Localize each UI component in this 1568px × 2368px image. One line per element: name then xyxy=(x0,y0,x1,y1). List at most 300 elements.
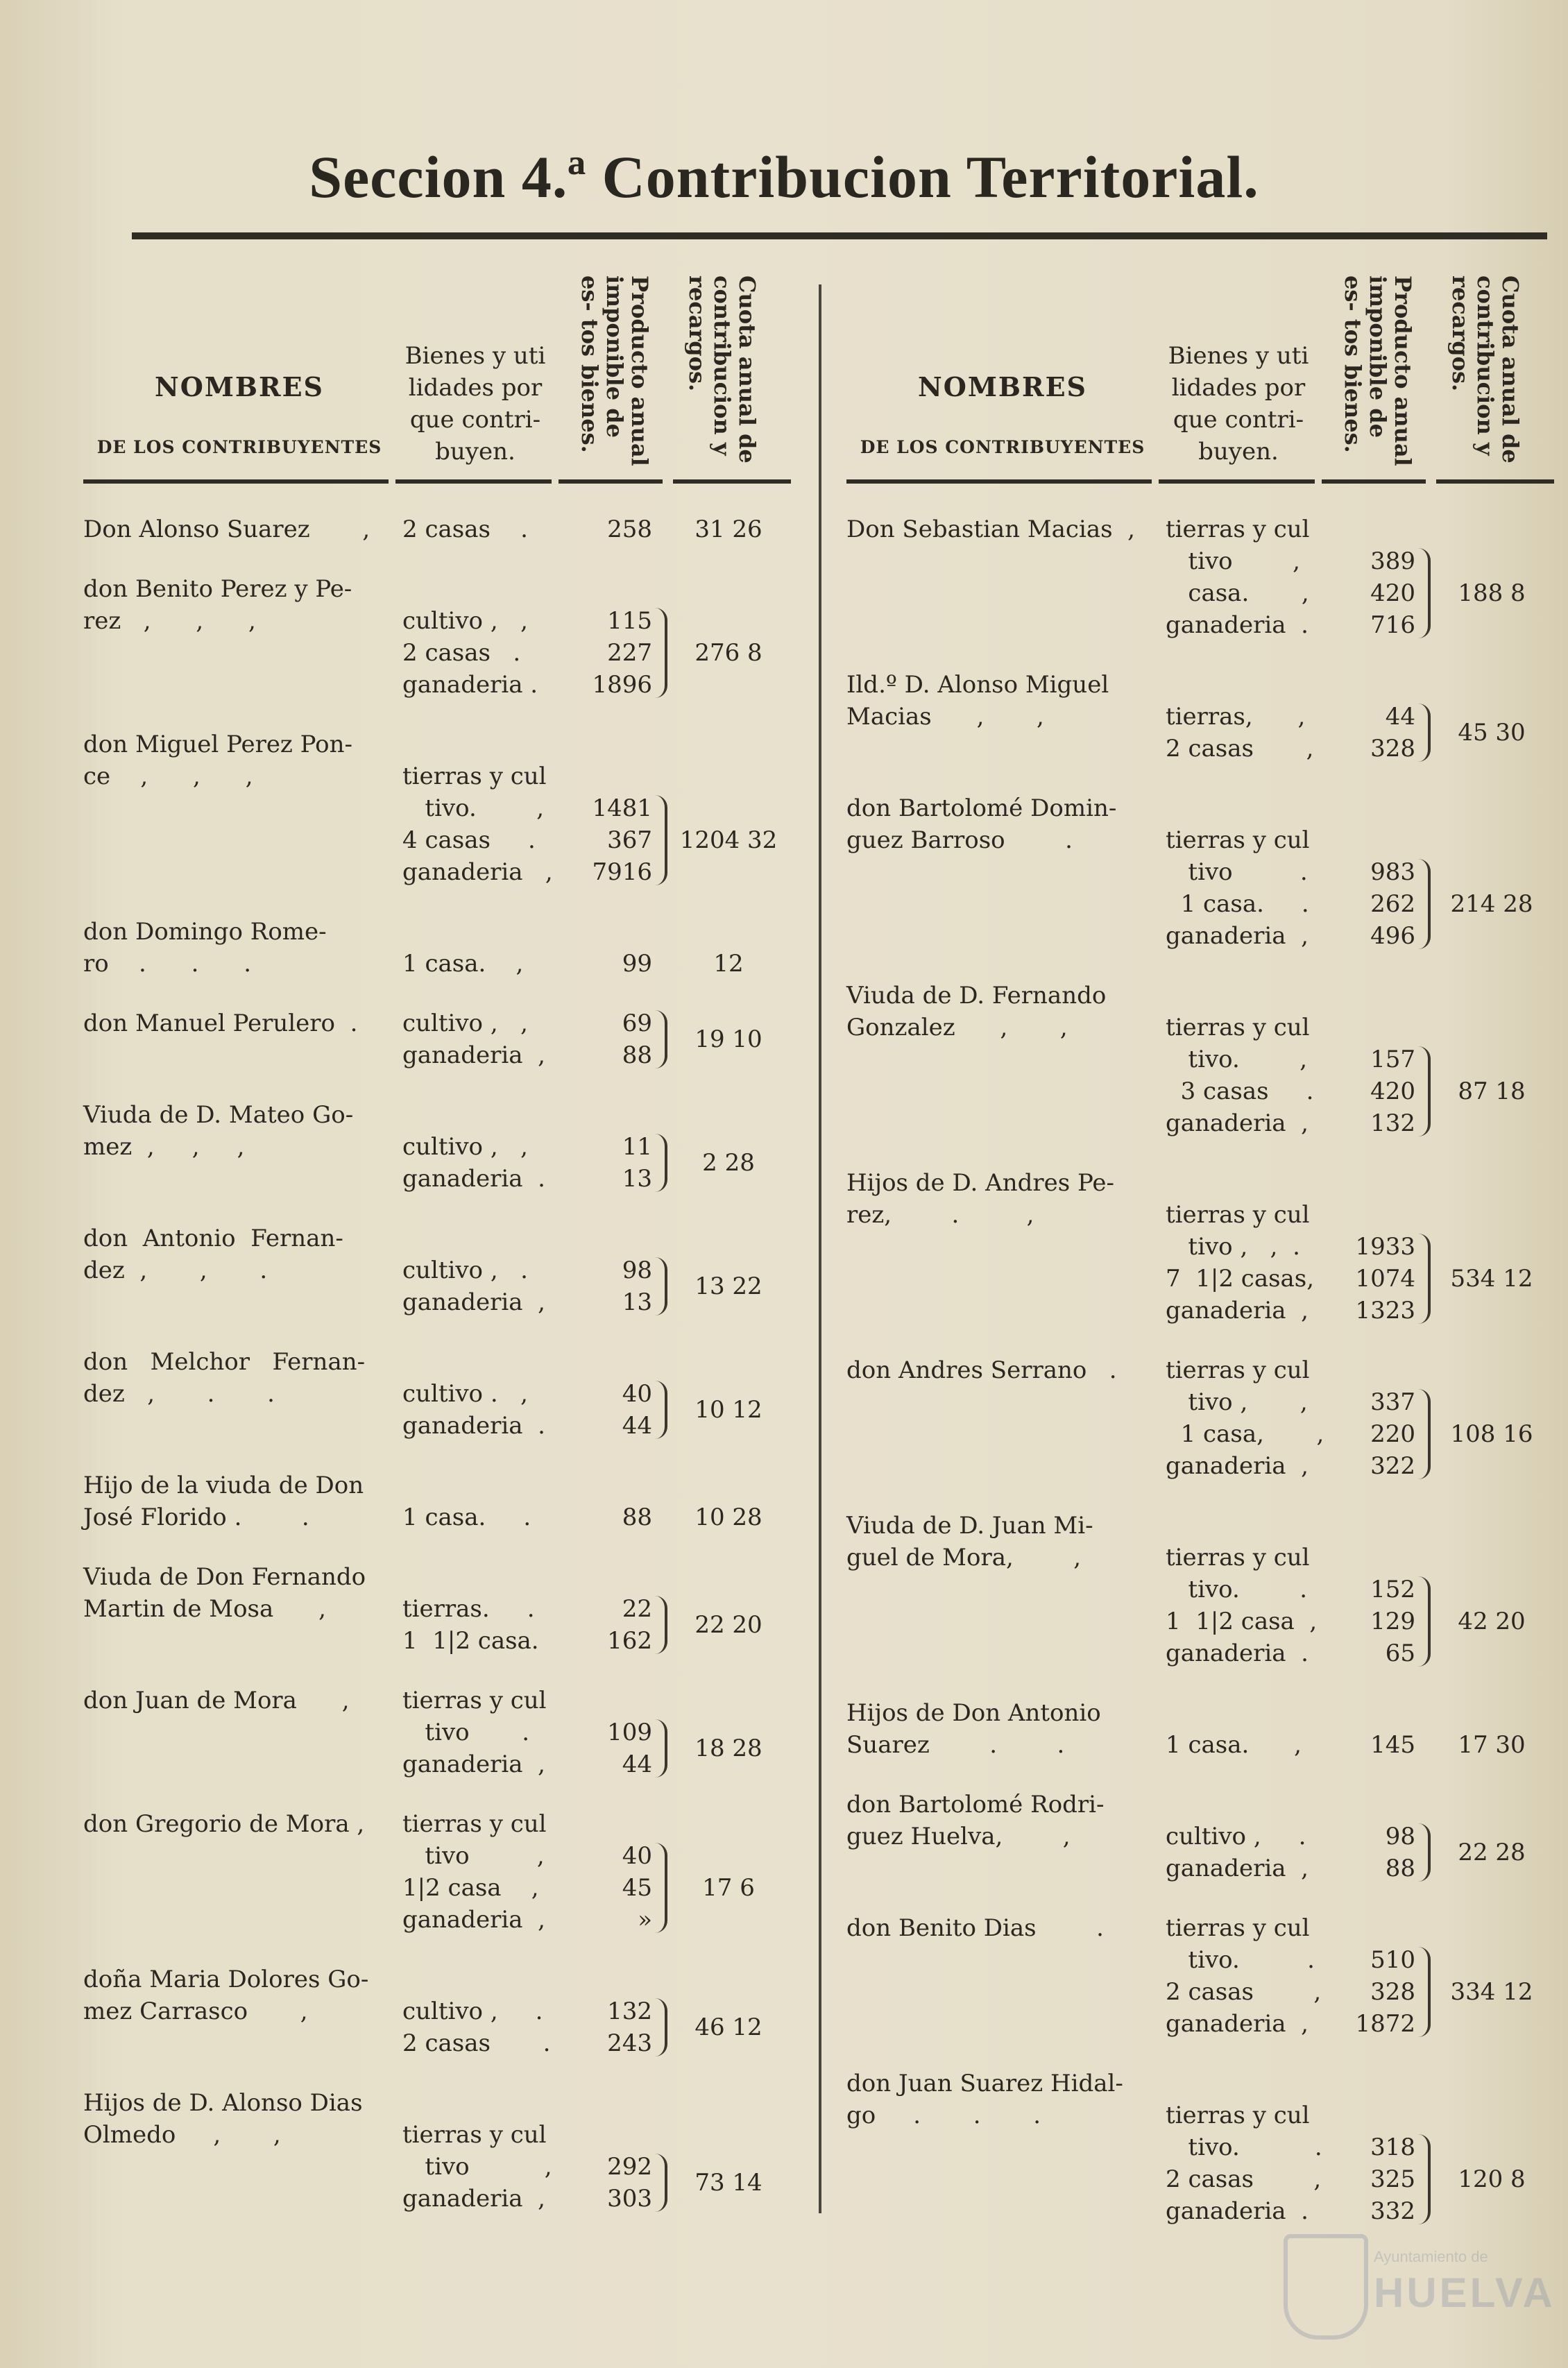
annual-product-values-line xyxy=(1325,1012,1415,1044)
contributor-name-line: doña Maria Dolores Go- xyxy=(83,1966,369,1993)
contributor-name xyxy=(83,1561,389,1625)
property-items xyxy=(402,1223,555,1318)
annual-quota: 19 10 xyxy=(694,1025,762,1053)
property-items-line xyxy=(1166,669,1318,701)
annual-product-values-line: 1872 xyxy=(1355,2010,1415,2038)
property-items-line: tierras y cul xyxy=(1166,1014,1310,1041)
annual-product-values xyxy=(1325,1354,1415,1482)
contributor-name-line: mez , , , xyxy=(83,1133,245,1161)
contributor-name xyxy=(83,1099,389,1163)
annual-quota: 10 28 xyxy=(694,1504,762,1531)
annual-product-values-line xyxy=(562,573,652,605)
property-items-line: ganaderia , xyxy=(1166,922,1309,950)
contributor-name xyxy=(846,1912,1152,1944)
property-items-line xyxy=(1166,1510,1318,1542)
property-items-line: cultivo , . xyxy=(1166,1823,1306,1850)
property-items-line: ganaderia . xyxy=(1166,1639,1309,1667)
property-items-line xyxy=(402,1223,555,1254)
contributor-entry xyxy=(83,1470,805,1533)
header-bienes: Bienes y uti lidades por que contri- buyen. xyxy=(1168,342,1309,466)
grouping-brace xyxy=(1417,1823,1431,1882)
contributor-name-line: Olmedo , , xyxy=(83,2121,281,2149)
property-items-line: 1 casa. , xyxy=(1166,1731,1302,1759)
property-items-line: ganaderia . xyxy=(402,671,538,699)
property-items-line: ganaderia , xyxy=(402,2185,545,2213)
annual-quota: 87 18 xyxy=(1458,1077,1526,1105)
annual-quota: 13 22 xyxy=(694,1272,762,1300)
annual-product-values-line: 983 xyxy=(1370,858,1415,886)
property-items-line: tierras, , xyxy=(1166,703,1306,731)
contributor-name xyxy=(83,1808,389,1840)
annual-product-values xyxy=(562,1808,652,1936)
annual-product-values-line: 420 xyxy=(1370,579,1415,607)
contributor-name-line: Viuda de Don Fernando xyxy=(83,1563,366,1591)
annual-product-values-line xyxy=(562,1561,652,1593)
annual-product-values-line xyxy=(562,1346,652,1378)
annual-product-values-line xyxy=(562,2087,652,2119)
property-items-line xyxy=(1166,2068,1318,2099)
property-items-line: tierras y cul xyxy=(1166,1356,1310,1384)
property-items xyxy=(402,1346,555,1442)
property-items-line: 1|2 casa , xyxy=(402,1874,539,1902)
grouping-brace xyxy=(1417,1947,1431,2037)
annual-product-values-line xyxy=(1325,792,1415,824)
annual-product-values-line: 44 xyxy=(1385,703,1415,731)
title-rule xyxy=(132,232,1547,239)
annual-product-values xyxy=(562,729,652,888)
property-items-line: tierras y cul xyxy=(1166,2102,1310,2129)
contributor-name xyxy=(846,792,1152,856)
annual-product-values xyxy=(1325,1510,1415,1669)
property-items xyxy=(1166,1167,1318,1327)
property-items xyxy=(1166,792,1318,952)
grouping-brace xyxy=(654,1596,667,1654)
property-items xyxy=(402,2087,555,2215)
property-items xyxy=(1166,980,1318,1139)
contributor-name-line: Ild.º D. Alonso Miguel xyxy=(846,671,1109,699)
annual-product-values-line: 328 xyxy=(1370,735,1415,763)
annual-product-values-line: 1074 xyxy=(1355,1265,1415,1293)
contributor-name-line: dez , . . xyxy=(83,1380,275,1408)
annual-product-values xyxy=(1325,1697,1415,1761)
annual-quota: 42 20 xyxy=(1458,1608,1526,1635)
archive-watermark xyxy=(1270,2227,1556,2345)
contributor-entry xyxy=(846,513,1561,641)
contributor-entry xyxy=(83,916,805,980)
property-items xyxy=(1166,1354,1324,1482)
contributor-entry xyxy=(846,1510,1561,1669)
contributor-name-line: don Gregorio de Mora , xyxy=(83,1810,365,1838)
header-rule xyxy=(1436,479,1554,484)
contributor-name-line: Hijo de la viuda de Don xyxy=(83,1472,364,1499)
contributor-name-line: don Miguel Perez Pon- xyxy=(83,731,353,758)
right-column xyxy=(846,267,1561,2245)
grouping-brace xyxy=(1417,1046,1431,1136)
property-items-line: cultivo . , xyxy=(402,1380,528,1408)
property-items-line xyxy=(1166,980,1318,1012)
property-items xyxy=(402,1007,555,1071)
property-items-line: ganaderia , xyxy=(1166,1452,1309,1480)
property-items-line: ganaderia , xyxy=(402,1751,545,1778)
contributor-name-line: Don Alonso Suarez , xyxy=(83,516,370,543)
watermark-line-2: HUELVA xyxy=(1374,2269,1556,2316)
property-items-line: tivo. . xyxy=(1166,1946,1315,1974)
annual-product-values-line xyxy=(562,1470,652,1501)
annual-product-values-line: 13 xyxy=(622,1165,652,1193)
annual-product-values-line: 98 xyxy=(1385,1823,1415,1850)
contributor-name xyxy=(83,513,389,545)
annual-quota: 276 8 xyxy=(694,639,762,667)
annual-product-values-line xyxy=(1325,824,1415,856)
annual-product-values xyxy=(562,1685,652,1780)
grouping-brace xyxy=(1417,1389,1431,1479)
annual-product-values-line: 162 xyxy=(607,1627,652,1655)
annual-product-values-line xyxy=(1325,669,1415,701)
right-column-header xyxy=(846,267,1561,489)
property-items-line xyxy=(1166,792,1318,824)
property-items xyxy=(402,1685,555,1780)
annual-product-values-line: 145 xyxy=(1370,1731,1415,1759)
annual-product-values-line: 325 xyxy=(1370,2165,1415,2193)
property-items-line: ganaderia , xyxy=(402,1041,545,1069)
header-cuota: Cuota anual de contribucion y recargos. xyxy=(1447,275,1524,463)
contributor-entry xyxy=(83,1007,805,1071)
property-items-line: 3 casas . xyxy=(1166,1077,1314,1105)
annual-product-values-line xyxy=(562,2119,652,2151)
contributor-name-line: don Antonio Fernan- xyxy=(83,1225,343,1252)
property-items-line: tierras y cul xyxy=(1166,826,1310,854)
contributor-name xyxy=(846,1510,1152,1574)
contributor-entry xyxy=(846,2068,1561,2227)
contributor-name-line: ro . . . xyxy=(83,950,252,978)
contributor-name-line: Gonzalez , , xyxy=(846,1014,1068,1041)
contributor-entry xyxy=(846,1697,1561,1761)
property-items-line: 2 casas . xyxy=(402,516,528,543)
annual-product-values-line: 65 xyxy=(1385,1639,1415,1667)
contributor-name-line: Hijos de D. Andres Pe- xyxy=(846,1169,1114,1197)
annual-product-values-line: 220 xyxy=(1370,1420,1415,1448)
contributor-entry xyxy=(846,669,1561,765)
property-items-line: 1 casa. . xyxy=(402,1504,531,1531)
grouping-brace xyxy=(1417,2134,1431,2224)
contributor-entry xyxy=(83,1346,805,1442)
annual-quota: 46 12 xyxy=(694,2013,762,2041)
annual-quota: 1204 32 xyxy=(679,826,778,854)
contributor-name xyxy=(846,2068,1152,2131)
annual-product-values xyxy=(562,1223,652,1318)
annual-product-values-line xyxy=(1325,1199,1415,1231)
grouping-brace xyxy=(654,1719,667,1778)
property-items-line: cultivo , , xyxy=(402,1010,528,1037)
contributor-name xyxy=(83,1470,389,1533)
annual-product-values-line: 88 xyxy=(622,1041,652,1069)
property-items-line xyxy=(402,1470,555,1501)
contributor-name xyxy=(83,1346,389,1410)
annual-quota: 18 28 xyxy=(694,1735,762,1762)
property-items-line: 7 1|2 casas, xyxy=(1166,1265,1315,1293)
column-divider xyxy=(819,284,821,2213)
property-items-line: 2 casas . xyxy=(402,2029,551,2057)
left-column xyxy=(83,267,805,2245)
annual-product-values-line: 337 xyxy=(1370,1388,1415,1416)
grouping-brace xyxy=(654,1381,667,1439)
annual-product-values-line: 389 xyxy=(1370,547,1415,575)
annual-product-values-line: 332 xyxy=(1370,2197,1415,2225)
property-items xyxy=(402,1470,555,1533)
header-rule xyxy=(395,479,552,484)
property-items xyxy=(402,513,555,545)
contributor-name-line: dez , , . xyxy=(83,1257,268,1284)
annual-product-values-line: » xyxy=(638,1906,652,1934)
annual-product-values xyxy=(1325,669,1415,765)
contributor-entry xyxy=(83,1561,805,1657)
annual-quota: 12 xyxy=(713,950,744,978)
contributor-name xyxy=(83,1007,389,1039)
contributor-name xyxy=(83,2087,389,2151)
contributor-name-line: don Domingo Rome- xyxy=(83,918,327,946)
header-rule xyxy=(83,479,389,484)
property-items-line: tierras y cul xyxy=(1166,1201,1310,1229)
annual-quota: 22 28 xyxy=(1458,1839,1526,1866)
property-items-line: tierras y cul xyxy=(1166,516,1310,543)
annual-quota: 108 16 xyxy=(1450,1420,1533,1448)
property-items-line: tierras y cul xyxy=(402,763,547,790)
annual-product-values-line xyxy=(1325,1789,1415,1821)
annual-product-values-line: 716 xyxy=(1370,611,1415,639)
contributor-name-line: Macias , , xyxy=(846,703,1044,731)
grouping-brace xyxy=(1417,1576,1431,1667)
annual-quota: 10 12 xyxy=(694,1396,762,1424)
contributor-name xyxy=(83,573,389,637)
contributor-entry xyxy=(846,1789,1561,1884)
annual-product-values-line: 88 xyxy=(622,1504,652,1531)
contributor-entry xyxy=(83,1099,805,1195)
grouping-brace xyxy=(654,795,667,885)
property-items-line xyxy=(1166,1697,1318,1729)
annual-quota: 17 30 xyxy=(1458,1731,1526,1759)
contributor-name-line: guel de Mora, , xyxy=(846,1544,1082,1571)
annual-product-values-line: 44 xyxy=(622,1751,652,1778)
annual-product-values xyxy=(562,1007,652,1071)
contributor-entry xyxy=(83,1964,805,2059)
contributor-name xyxy=(846,1167,1152,1231)
property-items xyxy=(402,729,555,888)
property-items xyxy=(1166,669,1318,765)
grouping-brace xyxy=(1417,704,1431,762)
property-items xyxy=(1166,1912,1322,2040)
property-items-line xyxy=(1166,1167,1318,1199)
property-items-line: 1 casa, , xyxy=(1166,1420,1324,1448)
contributor-name-line: Suarez . . xyxy=(846,1731,1065,1759)
property-items-line xyxy=(402,1964,555,1995)
property-items-line: tivo . xyxy=(402,1719,530,1746)
property-items-line: tivo. . xyxy=(1166,1576,1308,1603)
contributor-name-line: Viuda de D. Juan Mi- xyxy=(846,1512,1093,1540)
contributor-name-line: rez, . , xyxy=(846,1201,1034,1229)
property-items-line: tierras. . xyxy=(402,1595,535,1623)
annual-product-values-line: 13 xyxy=(622,1288,652,1316)
property-items-line: 1 1|2 casa. xyxy=(402,1627,539,1655)
annual-product-values-line: 1481 xyxy=(592,794,652,822)
contributor-name-line: don Melchor Fernan- xyxy=(83,1348,366,1376)
header-names-title: NOMBRES xyxy=(154,371,324,402)
grouping-brace xyxy=(654,1843,667,1933)
contributor-entry xyxy=(83,1808,805,1936)
annual-product-values xyxy=(1325,1789,1415,1884)
annual-product-values xyxy=(562,2087,652,2215)
contributor-name-line: Viuda de D. Mateo Go- xyxy=(83,1101,354,1129)
property-items-line: tivo , , xyxy=(1166,1388,1308,1416)
header-cuota: Cuota anual de contribucion y recargos. xyxy=(684,275,760,463)
property-items-line: tierras y cul xyxy=(1166,1914,1310,1942)
header-rule xyxy=(673,479,791,484)
annual-product-values-line: 44 xyxy=(622,1412,652,1440)
annual-product-values-line: 11 xyxy=(622,1133,652,1161)
annual-product-values-line: 496 xyxy=(1370,922,1415,950)
annual-product-values xyxy=(562,1964,652,2059)
contributor-name-line: Hijos de D. Alonso Dias xyxy=(83,2089,363,2117)
annual-product-values-line xyxy=(1325,1697,1415,1729)
property-items-line: cultivo , . xyxy=(402,1257,528,1284)
annual-product-values xyxy=(562,1346,652,1442)
property-items-line: 1 casa. . xyxy=(1166,890,1309,918)
contributor-name xyxy=(846,1697,1152,1761)
property-items xyxy=(402,1099,555,1195)
contributor-name-line: Don Sebastian Macias , xyxy=(846,516,1135,543)
property-items-line: tierras y cul xyxy=(402,1810,547,1838)
annual-product-values-line xyxy=(562,729,652,760)
annual-product-values-line xyxy=(562,1685,652,1717)
annual-product-values-line: 258 xyxy=(607,516,652,543)
property-items-line: ganaderia , xyxy=(1166,1109,1309,1137)
property-items-line xyxy=(402,916,555,948)
property-items xyxy=(1166,513,1318,641)
property-items-line: ganaderia . xyxy=(402,1412,545,1440)
annual-product-values-line: 45 xyxy=(622,1874,652,1902)
header-bienes: Bienes y uti lidades por que contri- buyen. xyxy=(404,342,546,466)
annual-quota: 45 30 xyxy=(1458,719,1526,747)
annual-product-values xyxy=(562,513,652,545)
contributor-name-line: don Juan de Mora , xyxy=(83,1687,350,1714)
annual-product-values xyxy=(562,1561,652,1657)
contributor-entry xyxy=(846,980,1561,1139)
property-items xyxy=(402,916,555,980)
annual-product-values-line xyxy=(562,916,652,948)
contributor-name xyxy=(83,1685,389,1717)
header-rule xyxy=(559,479,663,484)
annual-product-values-line: 7916 xyxy=(592,858,652,886)
annual-product-values-line: 1896 xyxy=(592,671,652,699)
property-items xyxy=(402,573,555,701)
annual-product-values-line: 243 xyxy=(607,2029,652,2057)
annual-product-values-line: 40 xyxy=(622,1380,652,1408)
grouping-brace xyxy=(654,1010,667,1068)
contributor-name-line: Martin de Mosa , xyxy=(83,1595,326,1623)
property-items-line: cultivo , , xyxy=(402,607,528,635)
property-items-line: tivo . xyxy=(1166,858,1308,886)
property-items xyxy=(1166,1697,1318,1761)
property-items-line: casa. , xyxy=(1166,579,1309,607)
annual-product-values-line: 132 xyxy=(607,1998,652,2025)
annual-product-values-line xyxy=(1325,513,1415,545)
contributor-name xyxy=(846,1789,1152,1852)
annual-product-values-line: 109 xyxy=(607,1719,652,1746)
contributor-name-line: guez Huelva, , xyxy=(846,1823,1071,1850)
annual-product-values-line: 115 xyxy=(607,607,652,635)
annual-product-values-line xyxy=(1325,1912,1415,1944)
annual-product-values-line: 152 xyxy=(1370,1576,1415,1603)
contributor-name xyxy=(846,980,1152,1044)
contributor-entry xyxy=(846,1912,1561,2040)
annual-product-values-line xyxy=(1325,1542,1415,1574)
annual-product-values xyxy=(562,1099,652,1195)
annual-product-values-line xyxy=(1325,2068,1415,2099)
left-column-header xyxy=(83,267,805,489)
grouping-brace xyxy=(654,1257,667,1315)
contributor-name-line: rez , , , xyxy=(83,607,256,635)
property-items xyxy=(1166,2068,1322,2227)
contributor-name xyxy=(846,513,1152,545)
header-rule xyxy=(1159,479,1315,484)
property-items xyxy=(1166,1510,1318,1669)
contributor-name-line: don Andres Serrano . xyxy=(846,1356,1117,1384)
annual-quota: 214 28 xyxy=(1450,890,1533,918)
annual-quota: 22 20 xyxy=(694,1611,762,1639)
header-names-subtitle: DE LOS CONTRIBUYENTES xyxy=(860,437,1145,457)
annual-product-values-line: 99 xyxy=(622,950,652,978)
contributor-entry xyxy=(83,729,805,888)
contributor-name xyxy=(83,1964,389,2027)
contributor-name xyxy=(83,916,389,980)
annual-product-values xyxy=(1325,2068,1415,2227)
annual-quota: 31 26 xyxy=(694,516,762,543)
header-producto: Producto anual imponible de es- tos bienes. xyxy=(1340,275,1416,466)
annual-product-values xyxy=(1325,980,1415,1139)
annual-product-values-line: 40 xyxy=(622,1842,652,1870)
contributor-name-line: don Bartolomé Rodri- xyxy=(846,1791,1105,1818)
annual-quota: 188 8 xyxy=(1458,579,1526,607)
property-items-line: ganaderia , xyxy=(1166,1297,1309,1324)
annual-product-values-line: 328 xyxy=(1370,1978,1415,2006)
annual-product-values-line: 303 xyxy=(607,2185,652,2213)
contributor-name xyxy=(846,1354,1152,1386)
property-items-line: tivo. , xyxy=(1166,1046,1308,1073)
property-items-line: ganaderia . xyxy=(402,1165,545,1193)
annual-product-values-line: 98 xyxy=(622,1257,652,1284)
contributor-name-line: don Benito Dias . xyxy=(846,1914,1104,1942)
annual-product-values-line: 510 xyxy=(1370,1946,1415,1974)
grouping-brace xyxy=(654,1134,667,1192)
contributor-name-line: José Florido . . xyxy=(83,1504,309,1531)
annual-product-values-line: 227 xyxy=(607,639,652,667)
annual-product-values xyxy=(562,1470,652,1533)
property-items-line: tierras y cul xyxy=(402,1687,547,1714)
contributor-entry xyxy=(83,2087,805,2215)
property-items-line: tivo , , . xyxy=(1166,1233,1300,1261)
annual-product-values-line: 129 xyxy=(1370,1608,1415,1635)
annual-product-values-line: 292 xyxy=(607,2153,652,2181)
property-items-line: ganaderia , xyxy=(402,1906,545,1934)
property-items-line xyxy=(402,729,555,760)
annual-product-values-line: 88 xyxy=(1385,1855,1415,1882)
property-items-line: tivo. , xyxy=(402,794,545,822)
contributor-entry xyxy=(83,1685,805,1780)
annual-quota: 534 12 xyxy=(1450,1265,1533,1293)
contributor-entry xyxy=(846,1354,1561,1482)
property-items xyxy=(402,1561,555,1657)
grouping-brace xyxy=(1417,859,1431,949)
header-rule xyxy=(846,479,1152,484)
